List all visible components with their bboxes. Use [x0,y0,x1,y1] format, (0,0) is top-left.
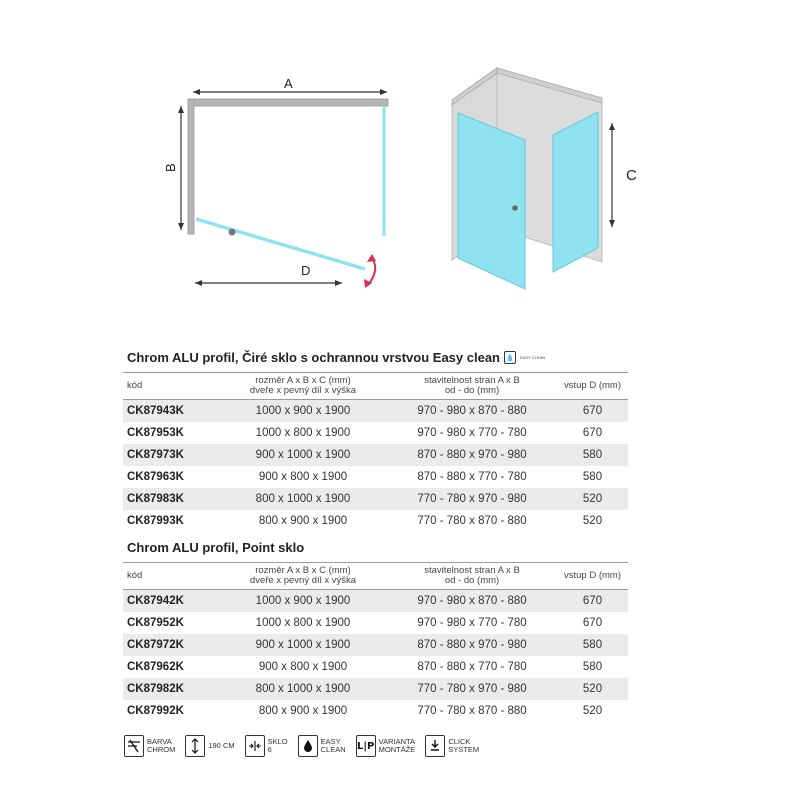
swing-arrow-head-icon [367,254,376,262]
cell-adjustment: 870 - 880 x 970 - 980 [387,444,557,466]
legend-item-mount [356,735,416,757]
cell-dimensions: 1000 x 800 x 1900 [255,427,351,439]
cell-entry: 580 [557,444,628,466]
cell-adjustment: 870 - 880 x 770 - 780 [417,661,527,673]
door-glass-panel [196,219,365,269]
legend-glass-line2: 6 [267,745,272,754]
legend-label-color [147,738,175,754]
label-b: B [163,163,178,172]
cell-entry: 580 [557,634,628,656]
section2-title-text: Chrom ALU profil, Point sklo [127,540,305,555]
cell-code: CK87982K [123,678,219,700]
legend-height-line1: 190 CM [208,741,235,750]
header-entry: vstup D (mm) [557,563,628,590]
table-row [123,612,628,634]
cell-dimensions: 800 x 900 x 1900 [258,515,348,527]
legend-easy-line1: EASY [320,737,341,746]
legend-label-glass [268,738,288,754]
legend-item-color [124,735,175,757]
cell-code: CK87962K [127,661,184,673]
fixed-glass [553,112,598,272]
legend-mount-line1: VARIANTA [378,737,416,746]
cell-dimensions: 1000 x 800 x 1900 [255,617,351,629]
cell-adjustment: 970 - 980 x 770 - 780 [417,617,527,629]
legend-label-easy-clean [321,738,346,754]
cell-code: CK87983K [123,488,219,510]
spec-table-2 [123,562,628,722]
legend-click-line2: SYSTEM [448,745,480,754]
mount-lp-icon: L|P [356,735,376,757]
legend-label-mount [379,738,416,754]
cell-adjustment: 870 - 880 x 770 - 780 [417,471,527,483]
cell-dimensions: 900 x 800 x 1900 [258,661,348,673]
header-code: kód [123,373,219,400]
label-c: C [626,167,637,184]
cell-code: CK87992K [127,705,184,717]
cell-entry: 520 [582,705,603,717]
table-row [123,678,628,700]
top-rail [497,68,602,103]
header-dim-line1: rozměr A x B x C (mm) [255,565,351,576]
legend-label-height [208,742,234,750]
drop-icon [298,735,318,757]
cell-entry: 580 [582,661,603,673]
table-row [123,444,628,466]
cell-adjustment: 770 - 780 x 870 - 880 [417,515,527,527]
table-row [123,510,628,532]
legend-item-glass [245,735,288,757]
header-dim-line1: rozměr A x B x C (mm) [255,375,351,386]
header-dim-line2: dveře x pevný díl x výška [249,575,357,586]
easy-clean-drop-icon: 💧 [504,351,516,364]
back-wall-right [497,68,602,262]
arrow-head-icon [178,223,184,230]
label-d: D [301,263,311,278]
cell-dimensions: 800 x 1000 x 1900 [219,488,387,510]
cell-dimensions: 800 x 1000 x 1900 [219,678,387,700]
table-row [123,400,628,423]
top-rail [452,68,497,105]
cell-entry: 670 [557,590,628,613]
cell-entry: 520 [557,678,628,700]
section1-title-text: Chrom ALU profil, Čiré sklo s ochrannou vrstvou Easy clean [127,350,500,365]
cell-dimensions: 900 x 800 x 1900 [258,471,348,483]
section2-title [127,540,304,555]
header-adjustment [387,373,557,400]
cell-dimensions: 800 x 900 x 1900 [258,705,348,717]
header-dimensions [219,563,387,590]
legend-item-easy-clean [298,735,346,757]
cell-adjustment: 970 - 980 x 870 - 880 [387,590,557,613]
cell-adjustment: 970 - 980 x 770 - 780 [417,427,527,439]
back-wall-left [452,68,497,260]
cell-entry: 520 [557,488,628,510]
cell-code: CK87952K [127,617,184,629]
cell-adjustment: 870 - 880 x 970 - 980 [387,634,557,656]
header-adj-line2: od - do (mm) [444,575,500,586]
cell-code: CK87953K [127,427,184,439]
cell-dimensions: 1000 x 900 x 1900 [219,400,387,423]
cell-adjustment: 770 - 780 x 870 - 880 [417,705,527,717]
table-row [123,700,628,722]
arrow-head-icon [335,280,342,286]
feature-legend [124,735,479,757]
cell-code: CK87963K [127,471,184,483]
cell-dimensions: 1000 x 900 x 1900 [219,590,387,613]
color-swatch-icon [124,735,144,757]
hinge-icon [229,229,236,236]
header-entry: vstup D (mm) [557,373,628,400]
cell-code: CK87973K [123,444,219,466]
header-dimensions [219,373,387,400]
cell-entry: 670 [557,400,628,423]
legend-color-line1: BARVA [147,737,172,746]
header-adj-line1: stavitelnost stran A x B [424,565,520,576]
label-a: A [284,76,293,91]
height-icon [185,735,205,757]
cell-entry: 670 [582,427,603,439]
arrow-head-icon [193,89,200,95]
legend-mount-line2: MONTÁŽE [378,745,416,754]
cell-dimensions: 900 x 1000 x 1900 [219,634,387,656]
cell-adjustment: 770 - 780 x 970 - 980 [387,678,557,700]
cell-adjustment: 970 - 980 x 870 - 880 [387,400,557,423]
top-frame-profile [188,99,388,106]
spec-table-1 [123,372,628,532]
cell-adjustment: 770 - 780 x 970 - 980 [387,488,557,510]
cell-code: CK87942K [123,590,219,613]
arrow-head-icon [178,106,184,113]
glass-thickness-icon [245,735,265,757]
legend-glass-line1: SKLO [267,737,288,746]
table-header-row [123,373,628,400]
arrow-head-icon [195,280,202,286]
arrow-head-icon [609,220,615,227]
click-system-icon [425,735,445,757]
left-wall-profile [188,99,194,234]
table-row [123,422,628,444]
table-row [123,634,628,656]
cell-entry: 670 [582,617,603,629]
legend-label-click [448,738,479,754]
cell-code: CK87943K [123,400,219,423]
swing-direction-icon [368,258,375,285]
legend-color-line2: CHROM [147,745,176,754]
door-glass [458,113,525,289]
cell-code: CK87993K [127,515,184,527]
top-view-diagram [0,0,420,310]
cell-entry: 580 [582,471,603,483]
header-dim-line2: dveře x pevný díl x výška [249,385,357,396]
legend-easy-line2: CLEAN [320,745,346,754]
legend-click-line1: CLICK [448,737,471,746]
section1-title [127,350,545,365]
header-adj-line1: stavitelnost stran A x B [424,375,520,386]
door-knob-icon [512,205,518,211]
cell-dimensions: 900 x 1000 x 1900 [219,444,387,466]
header-code: kód [123,563,219,590]
arrow-head-icon [380,89,387,95]
table-row [123,488,628,510]
header-adjustment [387,563,557,590]
table-row [123,656,628,678]
easy-clean-badge-text: EASY CLEAN [520,354,546,360]
table-header-row [123,563,628,590]
table-row [123,466,628,488]
header-adj-line2: od - do (mm) [444,385,500,396]
table-row [123,590,628,613]
arrow-head-icon [609,123,615,130]
legend-item-click [425,735,479,757]
cell-code: CK87972K [123,634,219,656]
cell-entry: 520 [582,515,603,527]
legend-item-height [185,735,234,757]
